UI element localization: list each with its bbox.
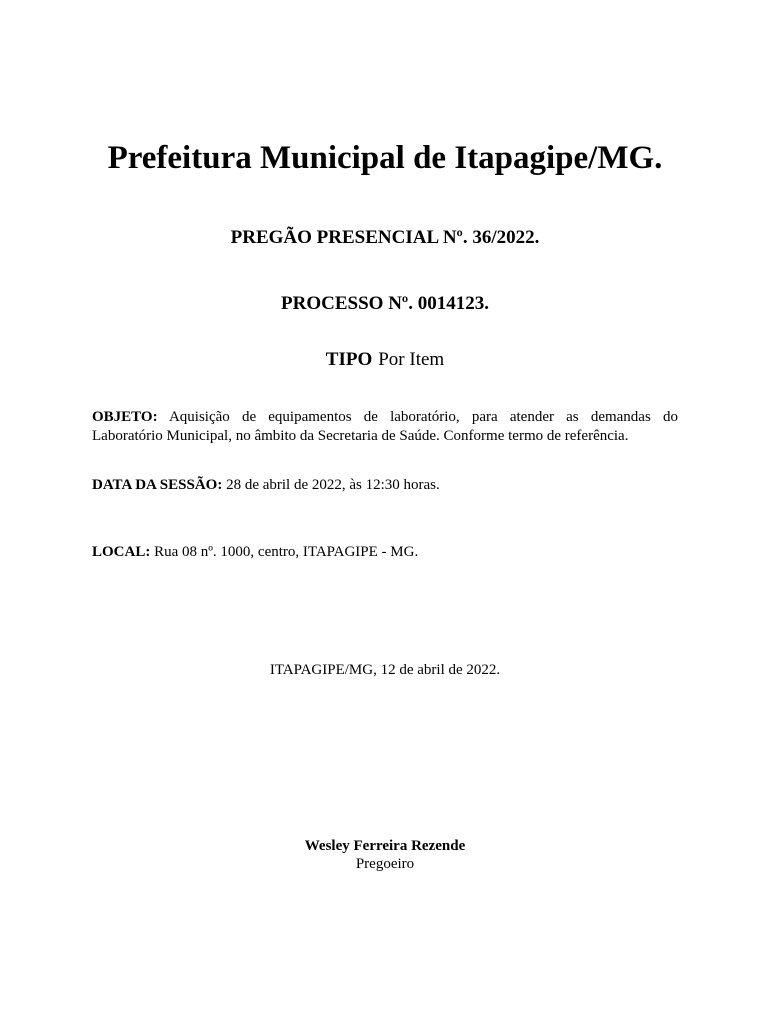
objeto-line-1 xyxy=(92,408,678,427)
local-line xyxy=(92,543,418,562)
place-date-line: ITAPAGIPE/MG, 12 de abril de 2022. xyxy=(269,662,501,678)
objeto-text-line-1: Aquisição de equipamentos de laboratório, para atender as demandas do xyxy=(168,409,678,425)
objeto-paragraph xyxy=(92,408,678,446)
document-title: Prefeitura Municipal de Itapagipe/MG. xyxy=(107,140,663,176)
objeto-text-line-2: Laboratório Municipal, no âmbito da Secretaria de Saúde. Conforme termo de referência. xyxy=(92,428,629,444)
tipo-label: TIPO xyxy=(325,349,373,370)
tipo-value: Por Item xyxy=(378,349,445,370)
local-value: Rua 08 nº. 1000, centro, ITAPAGIPE - MG. xyxy=(154,544,419,560)
data-sessao-label: DATA DA SESSÃO: xyxy=(92,477,223,493)
signer-name: Wesley Ferreira Rezende xyxy=(304,838,466,854)
processo-heading: PROCESSO Nº. 0014123. xyxy=(281,293,489,314)
tipo-line xyxy=(0,348,770,372)
signer-role: Pregoeiro xyxy=(355,856,415,872)
data-sessao-value: 28 de abril de 2022, às 12:30 horas. xyxy=(226,477,440,493)
data-sessao-line xyxy=(92,476,440,495)
objeto-label: OBJETO: xyxy=(92,409,158,425)
pregao-heading: PREGÃO PRESENCIAL Nº. 36/2022. xyxy=(230,227,540,248)
local-label: LOCAL: xyxy=(92,544,151,560)
